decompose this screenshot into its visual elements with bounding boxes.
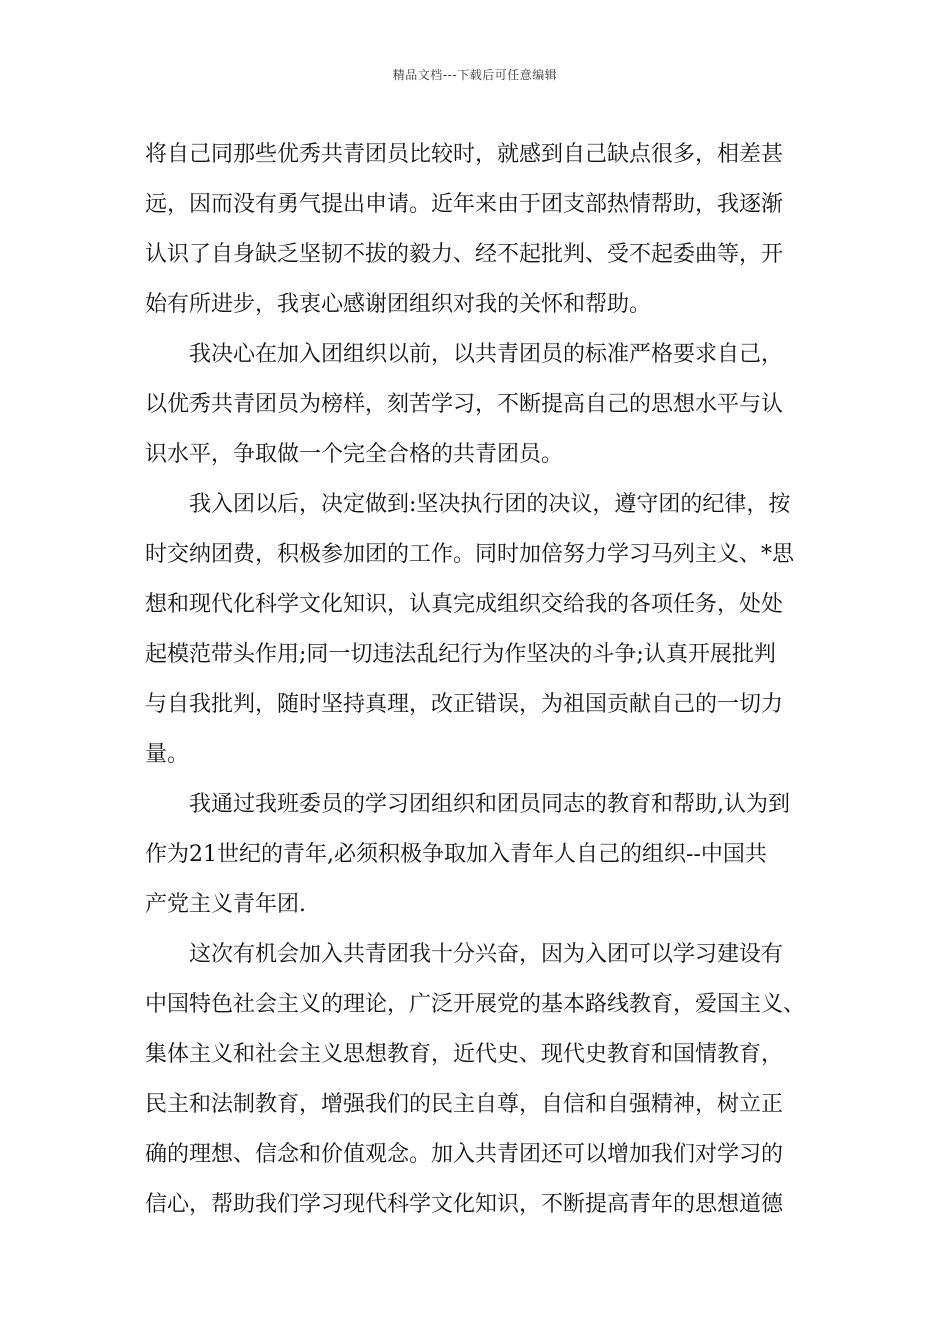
text-line: 以优秀共青团员为榜样，刻苦学习，不断提高自己的思想水平与认 (145, 392, 784, 417)
text-line: 起模范带头作用;同一切违法乱纪行为作坚决的斗争;认真开展批判 (145, 642, 776, 667)
text-line: 认识了自身缺乏坚韧不拔的毅力、经不起批判、受不起委曲等，开 (145, 242, 784, 267)
text-line: 中国特色社会主义的理论，广泛开展党的基本路线教育，爱国主义、 (145, 992, 806, 1017)
text-line: 识水平，争取做一个完全合格的共青团员。 (145, 442, 564, 467)
text-line: 远，因而没有勇气提出申请。近年来由于团支部热情帮助，我逐渐 (145, 192, 784, 217)
text-line: 集体主义和社会主义思想教育，近代史、现代史教育和国情教育， (145, 1042, 784, 1067)
text-line: 始有所进步，我衷心感谢团组织对我的关怀和帮助。 (145, 292, 652, 317)
paragraph-3 (145, 480, 845, 780)
paragraph-2 (145, 330, 845, 480)
text-line: 作为21世纪的青年,必须积极争取加入青年人自己的组织--中国共 (145, 842, 767, 867)
text-line: 我入团以后，决定做到:坚决执行团的决议，遵守团的纪律，按 (189, 492, 791, 517)
text-line: 信心，帮助我们学习现代科学文化知识，不断提高青年的思想道德 (145, 1192, 784, 1217)
text-line: 量。 (145, 742, 190, 767)
text-line: 将自己同那些优秀共青团员比较时，就感到自己缺点很多，相差甚 (145, 142, 784, 167)
document-body (145, 130, 845, 1230)
text-line: 产党主义青年团. (145, 892, 306, 917)
paragraph-4 (145, 780, 845, 930)
text-line: 民主和法制教育，增强我们的民主自尊，自信和自强精神，树立正 (145, 1092, 784, 1117)
page-header: 精品文档---下载后可任意编辑 (392, 68, 558, 82)
text-line: 我通过我班委员的学习团组织和团员同志的教育和帮助,认为到 (189, 792, 790, 817)
text-line: 时交纳团费，积极参加团的工作。同时加倍努力学习马列主义、*思 (145, 542, 795, 567)
text-line: 这次有机会加入共青团我十分兴奋，因为入团可以学习建设有 (189, 942, 784, 967)
paragraph-5 (145, 930, 845, 1230)
text-line: 确的理想、信念和价值观念。加入共青团还可以增加我们对学习的 (145, 1142, 784, 1167)
text-line: 与自我批判，随时坚持真理，改正错误，为祖国贡献自己的一切力 (145, 692, 784, 717)
text-line: 我决心在加入团组织以前，以共青团员的标准严格要求自己， (189, 342, 784, 367)
paragraph-1 (145, 130, 845, 330)
text-line: 想和现代化科学文化知识，认真完成组织交给我的各项任务，处处 (145, 592, 784, 617)
